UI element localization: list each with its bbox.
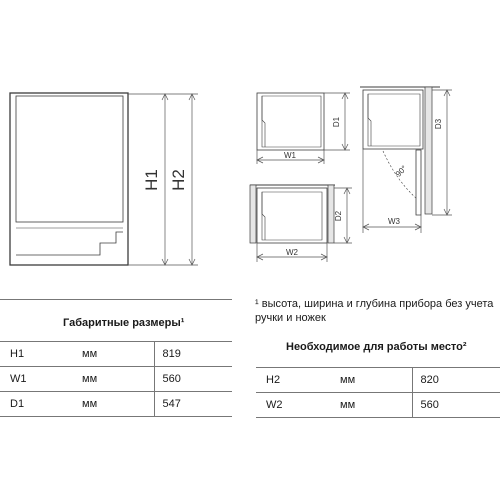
dimensions-table [0,341,232,417]
param-cell: H2 [256,368,340,393]
param-cell: W1 [0,367,82,392]
w3-label: W3 [388,217,400,226]
unit-cell: мм [340,393,412,418]
angle-label: 90° [393,163,409,179]
door-open-view [360,87,440,215]
w1-label: W1 [284,151,296,160]
top-view-w1-d1 [257,93,324,150]
footnote: ¹ высота, ширина и глубина прибора без учета ручки и ножек [255,298,494,324]
space-table-body [256,368,500,418]
dimensions-table-body [0,342,232,417]
param-cell: D1 [0,392,82,417]
front-door [16,96,123,222]
unit-cell: мм [82,367,154,392]
table-row [0,342,232,367]
table-row [256,368,500,393]
unit-cell: мм [82,392,154,417]
d2-label: D2 [334,210,343,222]
h1-label: H1 [142,169,161,191]
space-table [256,367,500,418]
dimensions-table-title: Габаритные размеры¹ [63,317,185,329]
open-door [416,150,421,215]
top-view-w2-d2 [250,185,335,243]
param-cell: W2 [256,393,340,418]
front-view [10,93,128,265]
d3-dimension [432,90,452,215]
space-table-title: Необходимое для работы место² [286,341,467,353]
table-row [0,392,232,417]
unit-cell: мм [82,342,154,367]
table-row [256,393,500,418]
table-row [0,367,232,392]
value-cell: 560 [154,367,232,392]
value-cell: 547 [154,392,232,417]
front-outer [10,93,128,265]
d1-label: D1 [332,116,341,128]
value-cell: 819 [154,342,232,367]
front-plinth [16,232,123,255]
param-cell: H1 [0,342,82,367]
value-cell: 560 [412,393,500,418]
w2-label: W2 [286,248,298,257]
unit-cell: мм [340,368,412,393]
value-cell: 820 [412,368,500,393]
dimensions-top-rule [0,299,232,300]
d3-label: D3 [434,118,443,130]
h2-label: H2 [169,169,188,191]
